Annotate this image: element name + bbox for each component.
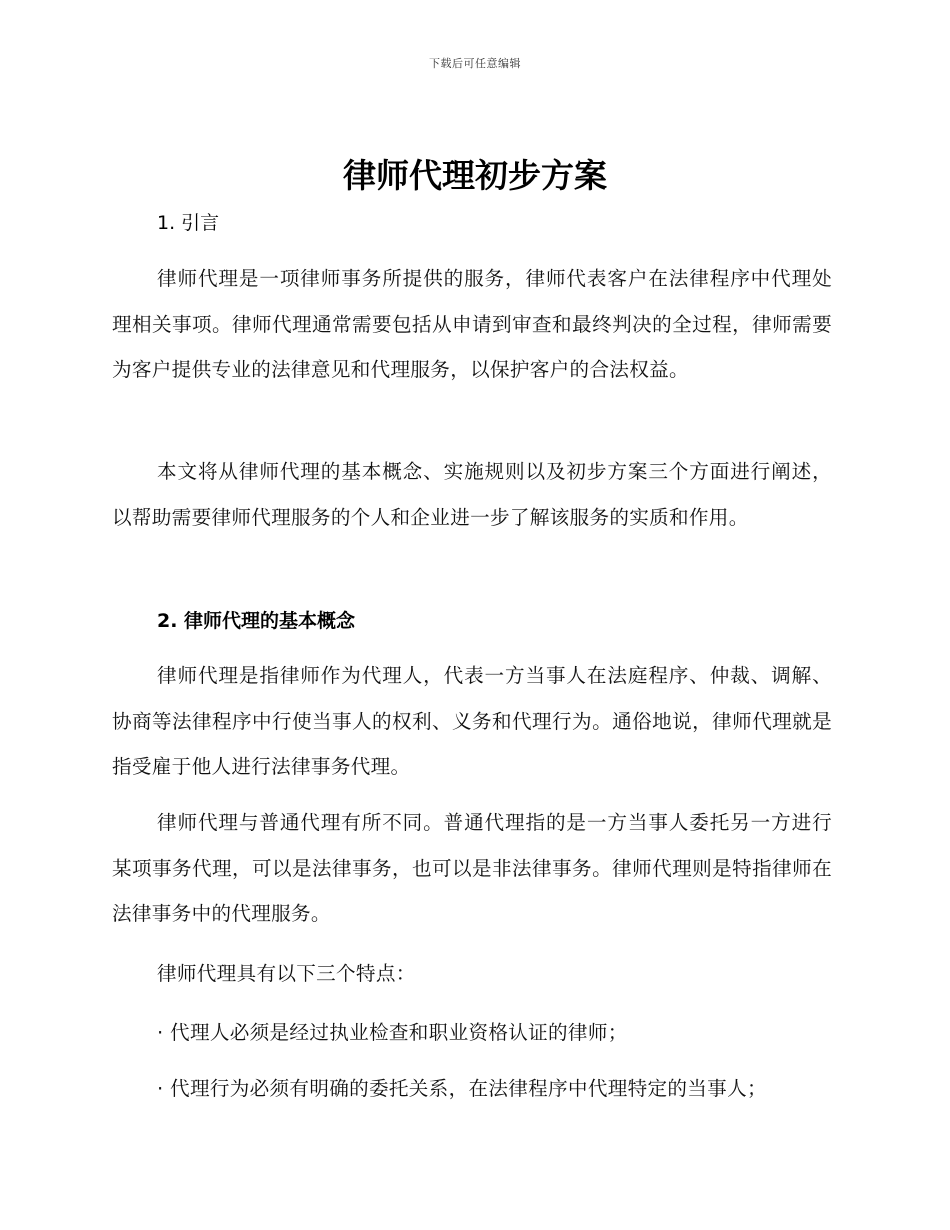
section-1-heading: 1. 引言 xyxy=(157,212,220,234)
section-2-paragraph-1: 律师代理是指律师作为代理人，代表一方当事人在法庭程序、仲裁、调解、协商等法律程序中行使当事人的权利、义务和代理行为。通俗地说，律师代理就是指受雇于他人进行法律事务代理。 xyxy=(112,664,832,778)
feature-item: · 代理行为必须有明确的委托关系，在法律程序中代理特定的当事人； xyxy=(157,1077,767,1100)
feature-item: · 代理人必须是经过执业检查和职业资格认证的律师； xyxy=(157,1021,628,1044)
section-2-paragraph-2: 律师代理与普通代理有所不同。普通代理指的是一方当事人委托另一方进行某项事务代理，可以是法律事务，也可以是非法律事务。律师代理则是特指律师在法律事务中的代理服务。 xyxy=(112,811,832,925)
section-1-paragraph-1: 律师代理是一项律师事务所提供的服务，律师代表客户在法律程序中代理处理相关事项。律师代理通常需要包括从申请到审查和最终判决的全过程，律师需要为客户提供专业的法律意见和代理服务，以保护客户的合法权益。 xyxy=(112,267,832,381)
section-1-paragraph-2: 本文将从律师代理的基本概念、实施规则以及初步方案三个方面进行阐述，以帮助需要律师代理服务的个人和企业进一步了解该服务的实质和作用。 xyxy=(112,460,832,529)
document-title: 律师代理初步方案 xyxy=(343,156,607,195)
header-note: 下载后可任意编辑 xyxy=(429,57,521,70)
section-2-heading: 2. 律师代理的基本概念 xyxy=(157,610,356,632)
features-intro: 律师代理具有以下三个特点： xyxy=(157,962,416,985)
